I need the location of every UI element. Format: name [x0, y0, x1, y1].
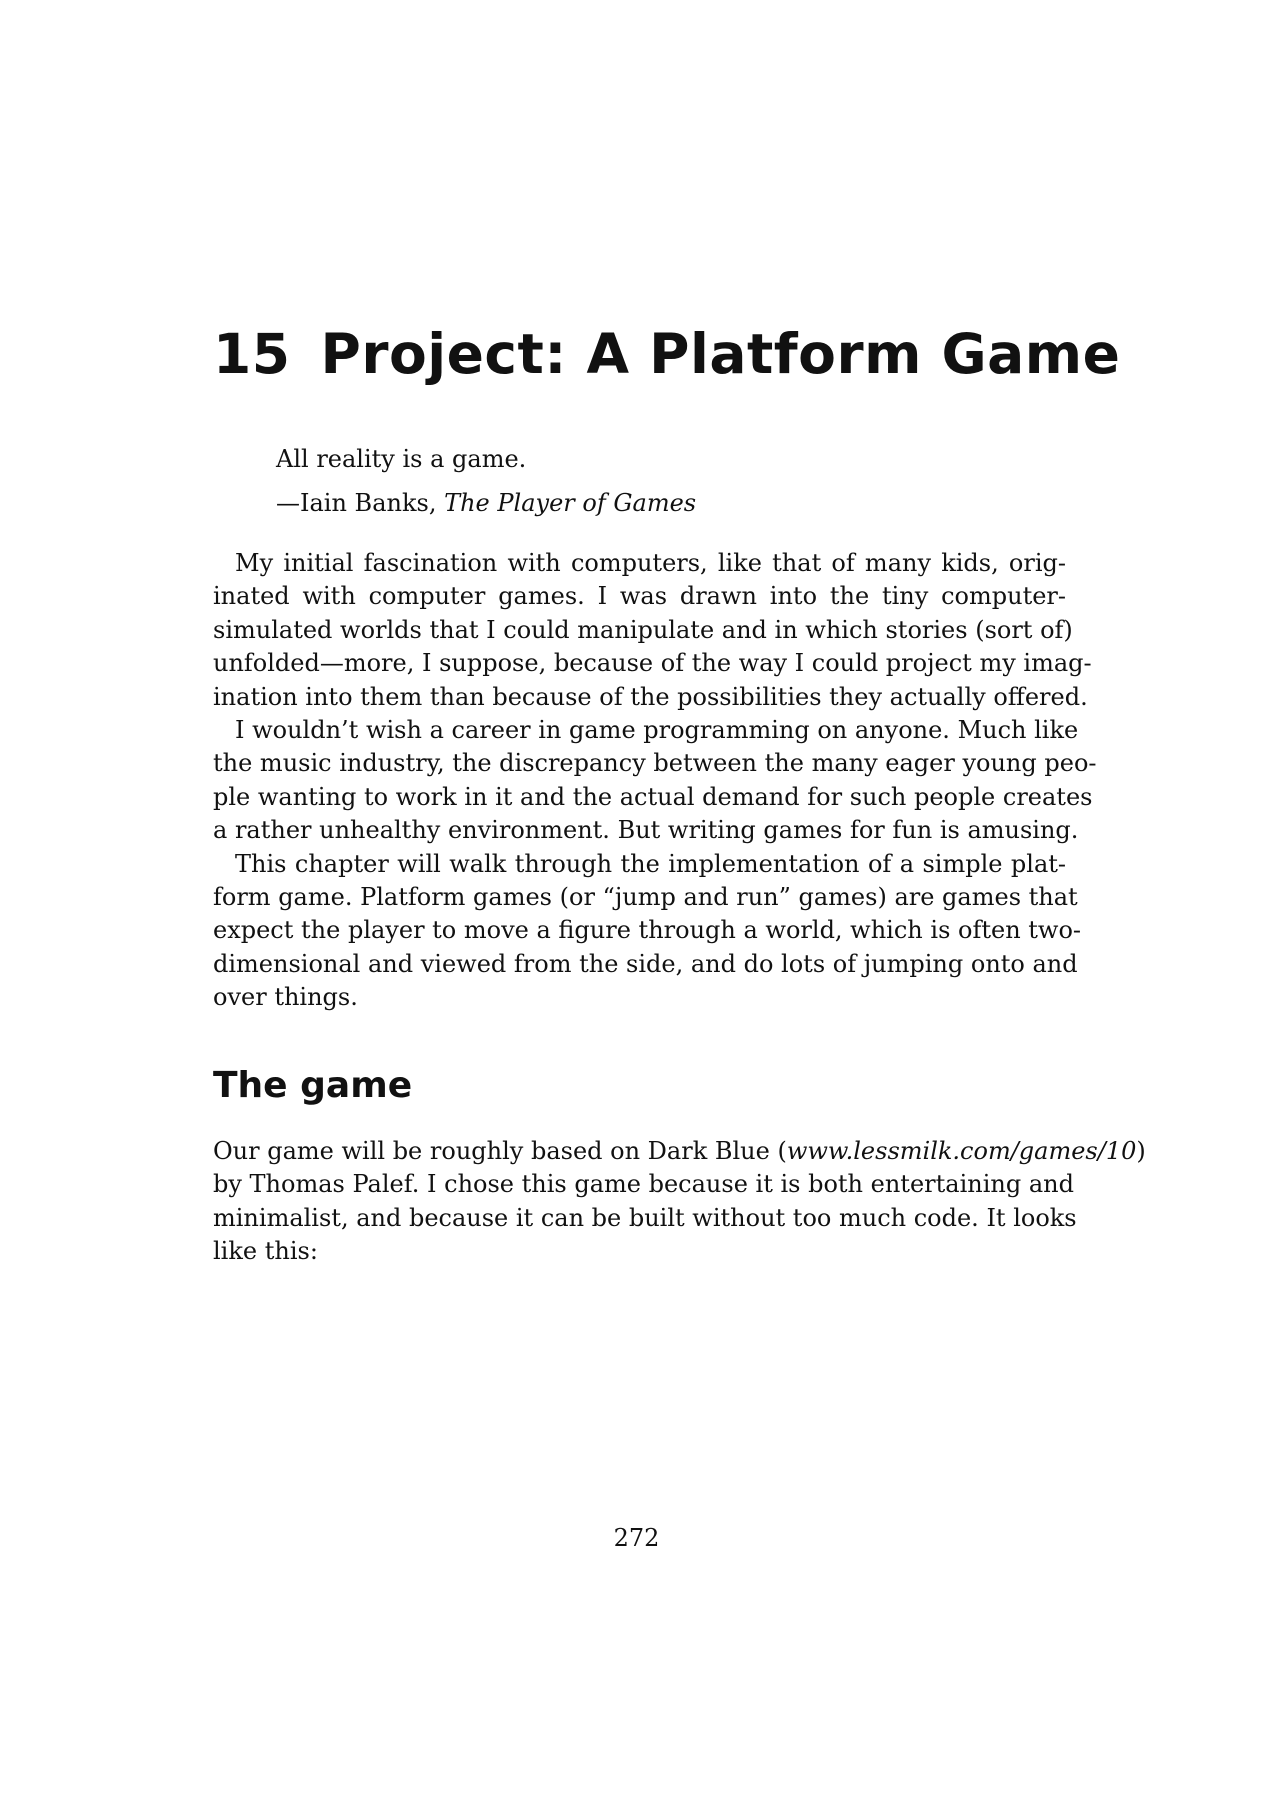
- text-after-link: ): [1136, 1137, 1146, 1165]
- text-line: minimalist, and because it can be built without too much code. It looks: [213, 1203, 1077, 1232]
- chapter-number: 15: [213, 322, 291, 386]
- epigraph: [276, 441, 1076, 529]
- text-line: by Thomas Palef. I chose this game because it is both entertaining and: [213, 1170, 1074, 1199]
- text-line: unfolded—more, I suppose, because of the way I could project my imag-: [213, 649, 1092, 678]
- epigraph-author: —Iain Banks,: [276, 489, 445, 517]
- text-line: My initial fascination with computers, like that of many kids, orig-: [235, 549, 1066, 577]
- intro-paragraph-3: [213, 848, 1082, 1015]
- text-line: like this:: [213, 1237, 318, 1266]
- section-paragraph: [213, 1135, 1146, 1269]
- text-line: inated with computer games. I was drawn into the tiny computer-: [213, 582, 1066, 611]
- text-line: I wouldn’t wish a career in game programming on anyone. Much like: [235, 715, 1079, 744]
- text-before-link: Our game will be roughly based on Dark Blue (: [213, 1137, 787, 1165]
- text-line: [213, 1135, 1146, 1168]
- text-line: simulated worlds that I could manipulate and in which stories (sort of): [213, 615, 1073, 644]
- epigraph-work-title: The Player of Games: [444, 489, 697, 517]
- text-line: form game. Platform games (or “jump and run” games) are games that: [213, 882, 1078, 911]
- page-number: 272: [613, 1524, 660, 1552]
- intro-paragraph-1: [213, 547, 1092, 714]
- text-line: dimensional and viewed from the side, and do lots of jumping onto and: [213, 949, 1078, 978]
- text-line: ple wanting to work in it and the actual demand for such people creates: [213, 782, 1093, 811]
- chapter-title-text: Project: A Platform Game: [320, 322, 1121, 386]
- epigraph-attribution: [276, 485, 1076, 529]
- text-line: a rather unhealthy environment. But writing games for fun is amusing.: [213, 816, 1079, 845]
- text-line: over things.: [213, 983, 358, 1012]
- intro-text: [213, 547, 1097, 1014]
- chapter-title: [213, 318, 1120, 390]
- text-line: the music industry, the discrepancy between the many eager young peo-: [213, 749, 1097, 778]
- intro-paragraph-2: [213, 714, 1097, 848]
- text-line: This chapter will walk through the implementation of a simple plat-: [235, 849, 1066, 878]
- section-heading: The game: [213, 1065, 413, 1106]
- text-line: ination into them than because of the possibilities they actually offered.: [213, 682, 1088, 711]
- epigraph-quote: All reality is a game.: [276, 445, 527, 473]
- game-url-link[interactable]: www.lessmilk.com/games/10: [786, 1137, 1137, 1165]
- text-line: expect the player to move a figure through a world, which is often two-: [213, 916, 1082, 945]
